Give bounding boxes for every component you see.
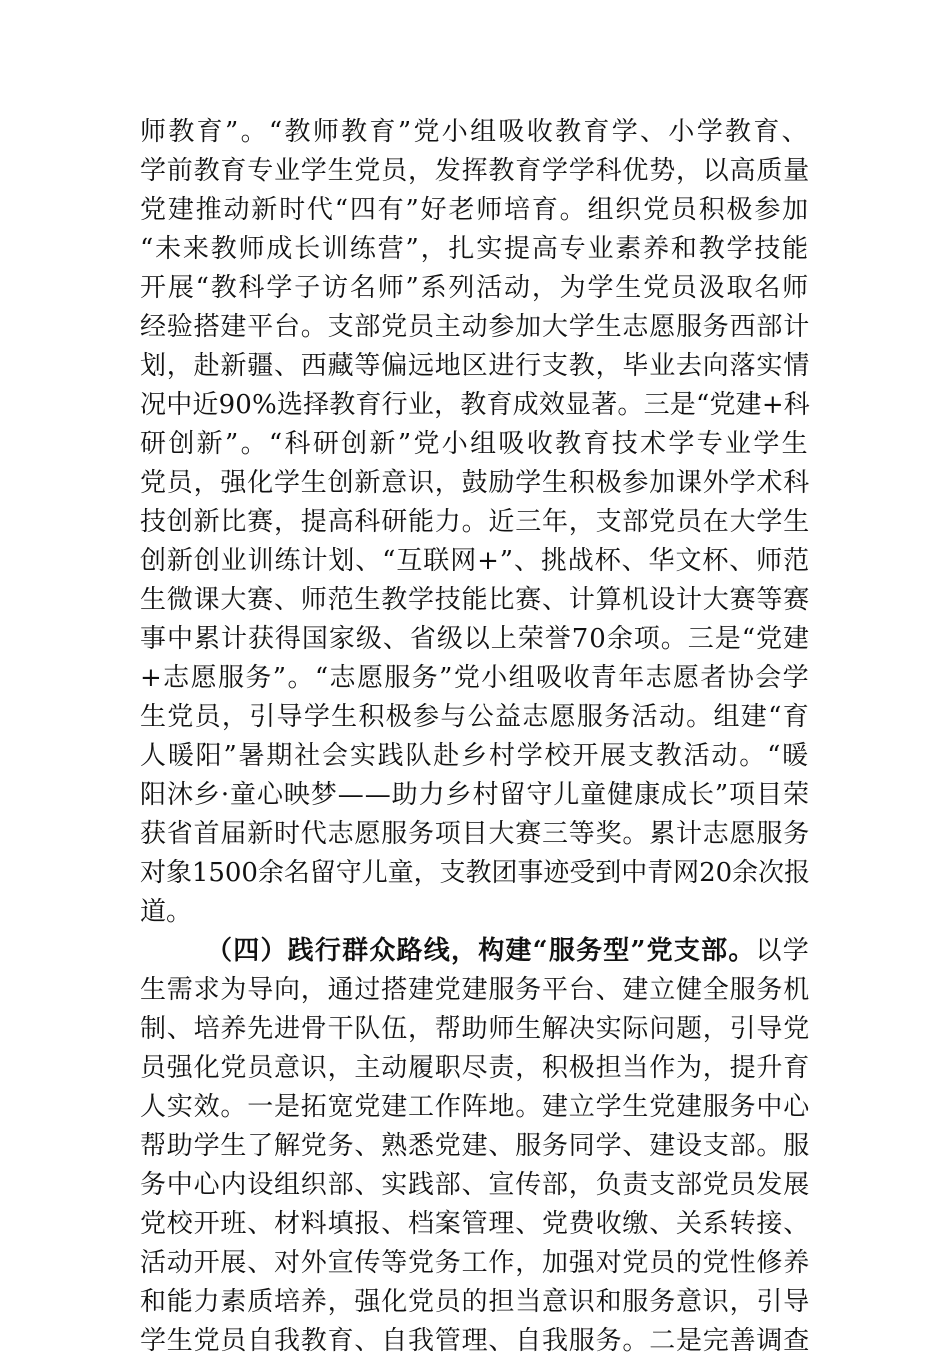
- body-text: [140, 113, 810, 1361]
- text-line: 党建推动新时代“四有”好老师培育。组织党员积极参加: [140, 195, 810, 225]
- text-line: 生党员，引导学生积极参与公益志愿服务活动。组建“育: [140, 702, 810, 732]
- text-line: 研创新”。“科研创新”党小组吸收教育技术学专业学生: [140, 429, 810, 459]
- text-line: 员强化党员意识，主动履职尽责，积极担当作为，提升育: [140, 1053, 810, 1083]
- paragraph-2: [140, 932, 810, 1361]
- text-line: 学前教育专业学生党员，发挥教育学学科优势，以高质量: [140, 156, 810, 186]
- text-line: 人实效。一是拓宽党建工作阵地。建立学生党建服务中心: [140, 1092, 810, 1122]
- text-line: 况中近90%选择教育行业，教育成效显著。三是“党建+科: [140, 390, 810, 420]
- text-line: 党员，强化学生创新意识，鼓励学生积极参加课外学术科: [140, 468, 810, 498]
- text-line: 党校开班、材料填报、档案管理、党费收缴、关系转接、: [140, 1209, 810, 1239]
- text-line: 技创新比赛，提高科研能力。近三年，支部党员在大学生: [140, 507, 810, 537]
- text-line: 获省首届新时代志愿服务项目大赛三等奖。累计志愿服务: [140, 819, 810, 849]
- text-line: 学生党员自我教育、自我管理、自我服务。二是完善调查: [140, 1326, 810, 1356]
- text-line: 帮助学生了解党务、熟悉党建、服务同学、建设支部。服: [140, 1131, 810, 1161]
- text-line: 道。: [140, 897, 193, 927]
- text-line: +志愿服务”。“志愿服务”党小组吸收青年志愿者协会学: [140, 663, 810, 693]
- section-heading: （四）践行群众路线，构建“服务型”党支部。: [206, 936, 756, 966]
- text-line: 划，赴新疆、西藏等偏远地区进行支教，毕业去向落实情: [140, 351, 810, 381]
- text-line: 生微课大赛、师范生教学技能比赛、计算机设计大赛等赛: [140, 585, 810, 615]
- text-line: 开展“教科学子访名师”系列活动，为学生党员汲取名师: [140, 273, 810, 303]
- text-line: 师教育”。“教师教育”党小组吸收教育学、小学教育、: [140, 117, 810, 147]
- text-line: 制、培养先进骨干队伍，帮助师生解决实际问题，引导党: [140, 1014, 810, 1044]
- heading-continuation: 以学: [755, 936, 810, 966]
- text-line: 事中累计获得国家级、省级以上荣誉70余项。三是“党建: [140, 624, 810, 654]
- text-line: 务中心内设组织部、实践部、宣传部，负责支部党员发展: [140, 1170, 810, 1200]
- paragraph-1: [140, 113, 810, 932]
- text-line: 对象1500余名留守儿童，支教团事迹受到中青网20余次报: [140, 858, 810, 888]
- text-line: 和能力素质培养，强化党员的担当意识和服务意识，引导: [140, 1287, 810, 1317]
- text-line: 经验搭建平台。支部党员主动参加大学生志愿服务西部计: [140, 312, 810, 342]
- text-line: 生需求为导向，通过搭建党建服务平台、建立健全服务机: [140, 975, 810, 1005]
- paragraph-2-first-line: [140, 932, 810, 971]
- text-line: 创新创业训练计划、“互联网+”、挑战杯、华文杯、师范: [140, 546, 810, 576]
- text-line: 人暖阳”暑期社会实践队赴乡村学校开展支教活动。“暖: [140, 741, 810, 771]
- text-line: 活动开展、对外宣传等党务工作，加强对党员的党性修养: [140, 1248, 810, 1278]
- text-line: 阳沐乡·童心映梦——助力乡村留守儿童健康成长”项目荣: [140, 780, 810, 810]
- text-line: “未来教师成长训练营”，扎实提高专业素养和教学技能: [140, 234, 810, 264]
